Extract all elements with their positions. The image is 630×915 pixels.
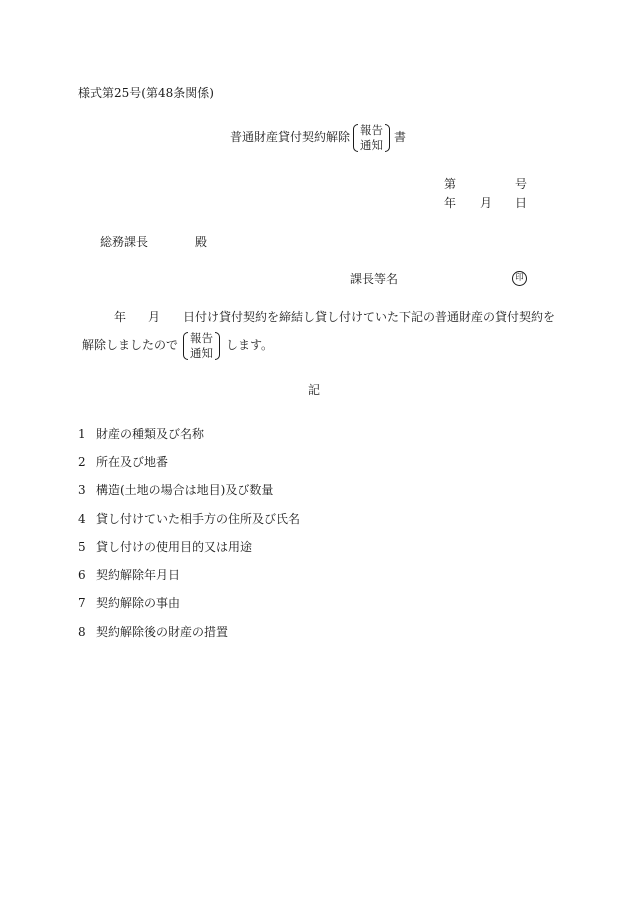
item-label: 財産の種類及び名称 [96, 427, 205, 441]
item-number: 1 [78, 427, 86, 441]
doc-number-prefix: 第 [444, 177, 457, 191]
seal-icon: 印 [512, 271, 527, 286]
item-label: 契約解除年月日 [96, 568, 181, 582]
item-label: 契約解除の事由 [96, 596, 181, 610]
body-line-1: 日付け貸付契約を締結し貸し付けていた下記の普通財産の貸付契約を [183, 310, 556, 324]
item-number: 8 [78, 625, 86, 639]
body-year: 年 [114, 310, 127, 324]
item-label: 構造(土地の場合は地目)及び数量 [96, 483, 274, 497]
item-number: 4 [78, 512, 86, 526]
item-number: 6 [78, 568, 86, 582]
body-choice-bracket [183, 331, 220, 361]
doc-number-suffix: 号 [515, 177, 528, 191]
form-number: 様式第25号(第48条関係) [78, 86, 214, 100]
title-choice-stack [358, 123, 385, 153]
body-month: 月 [148, 310, 161, 324]
date-year: 年 [444, 196, 457, 210]
item-number: 2 [78, 455, 86, 469]
body-choice-notice: 通知 [190, 346, 213, 360]
date-month: 月 [480, 196, 493, 210]
item-label: 貸し付けの使用目的又は用途 [96, 540, 253, 554]
item-number: 5 [78, 540, 86, 554]
body-line-2-prefix: 解除しましたので [82, 338, 179, 352]
right-bracket [215, 332, 220, 360]
item-label: 貸し付けていた相手方の住所及び氏名 [96, 512, 301, 526]
title-choice-report: 報告 [360, 123, 383, 137]
sender-label: 課長等名 [350, 272, 399, 286]
ki-heading: 記 [308, 383, 321, 397]
item-label: 所在及び地番 [96, 455, 169, 469]
right-bracket [385, 124, 390, 152]
body-choice-report: 報告 [190, 331, 213, 345]
item-number: 7 [78, 596, 86, 610]
title-choice-bracket [353, 123, 390, 153]
body-line-2-suffix: します。 [226, 338, 274, 352]
document-title-suffix: 書 [394, 130, 407, 144]
item-label: 契約解除後の財産の措置 [96, 625, 229, 639]
addressee-honorific: 殿 [195, 235, 208, 249]
body-choice-stack [188, 331, 215, 361]
addressee-name: 総務課長 [100, 235, 149, 249]
date-day: 日 [515, 196, 528, 210]
title-choice-notice: 通知 [360, 138, 383, 152]
item-number: 3 [78, 483, 86, 497]
document-title: 普通財産貸付契約解除 [230, 130, 351, 144]
